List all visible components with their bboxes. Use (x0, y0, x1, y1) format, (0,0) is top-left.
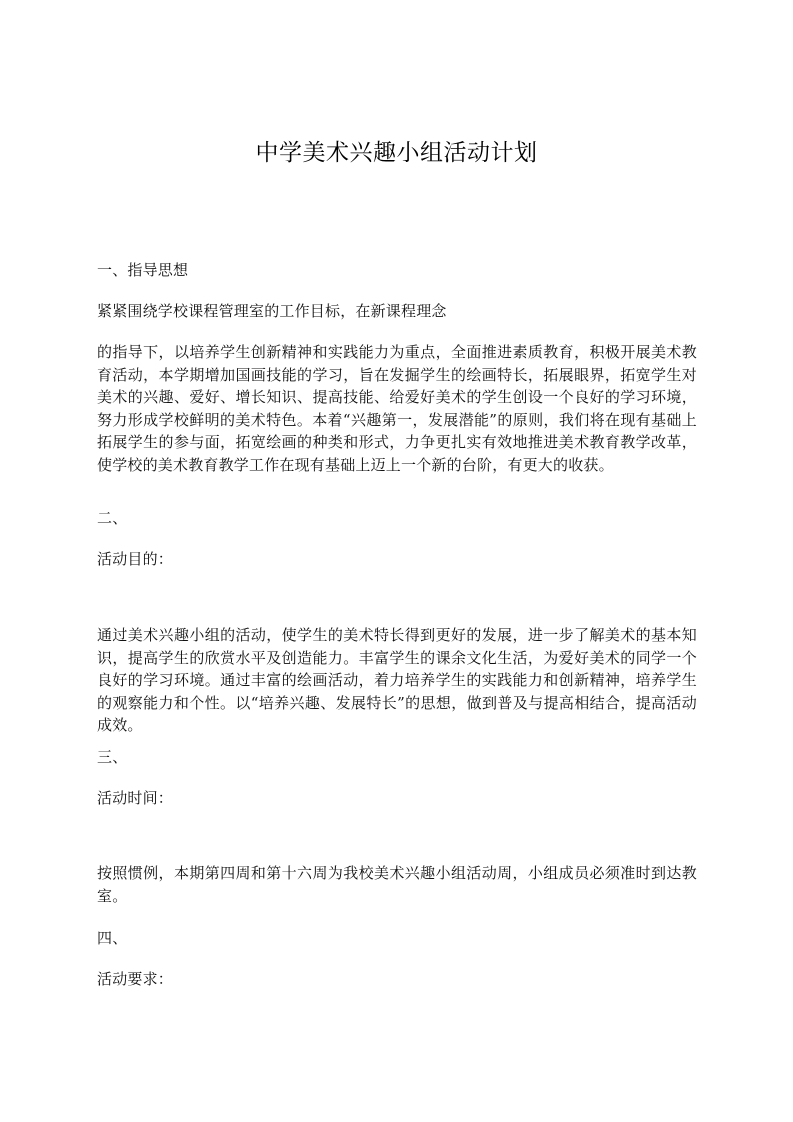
section1-heading: 一、指导思想 (97, 261, 189, 279)
section4-number: 四、 (97, 929, 128, 947)
document-title: 中学美术兴趣小组活动计划 (255, 140, 538, 166)
section3-number: 三、 (97, 748, 128, 766)
section2-body: 通过美术兴趣小组的活动，使学生的美术特长得到更好的发展，进一步了解美术的基本知识，提高学生的欣赏水平及创造能力。丰富学生的课余文化生活，为爱好美术的同学一个良好的学习环境。通过丰富的绘画活动，着力培养学生的实践能力和创新精神，培养学生的观察能力和个性。以“培养兴趣、发展特长”的思想，做到普及与提高相结合，提高活动成效。 (97, 626, 697, 734)
section4-heading: 活动要求： (97, 970, 174, 988)
section2-number: 二、 (97, 509, 128, 527)
section3-heading: 活动时间： (97, 789, 174, 807)
section1-intro: 紧紧围绕学校课程管理室的工作目标，在新课程理念 (97, 302, 447, 320)
section2-heading: 活动目的： (97, 550, 174, 568)
section1-body: 的指导下，以培养学生创新精神和实践能力为重点，全面推进素质教育，积极开展美术教育活动，本学期增加国画技能的学习，旨在发掘学生的绘画特长，拓展眼界，拓宽学生对美术的兴趣、爱好、增长知识、提高技能、给爱好美术的学生创设一个良好的学习环境，努力形成学校鲜明的美术特色。本着“兴趣第一，发展潜能”的原则，我们将在现有基础上拓展学生的参与面，拓宽绘画的种类和形式，力争更扎实有效地推进美术教育教学改革，使学校的美术教育教学工作在现有基础上迈上一个新的台阶，有更大的收获。 (97, 343, 697, 474)
section3-body: 按照惯例，本期第四周和第十六周为我校美术兴趣小组活动周，小组成员必须准时到达教室。 (97, 864, 697, 905)
